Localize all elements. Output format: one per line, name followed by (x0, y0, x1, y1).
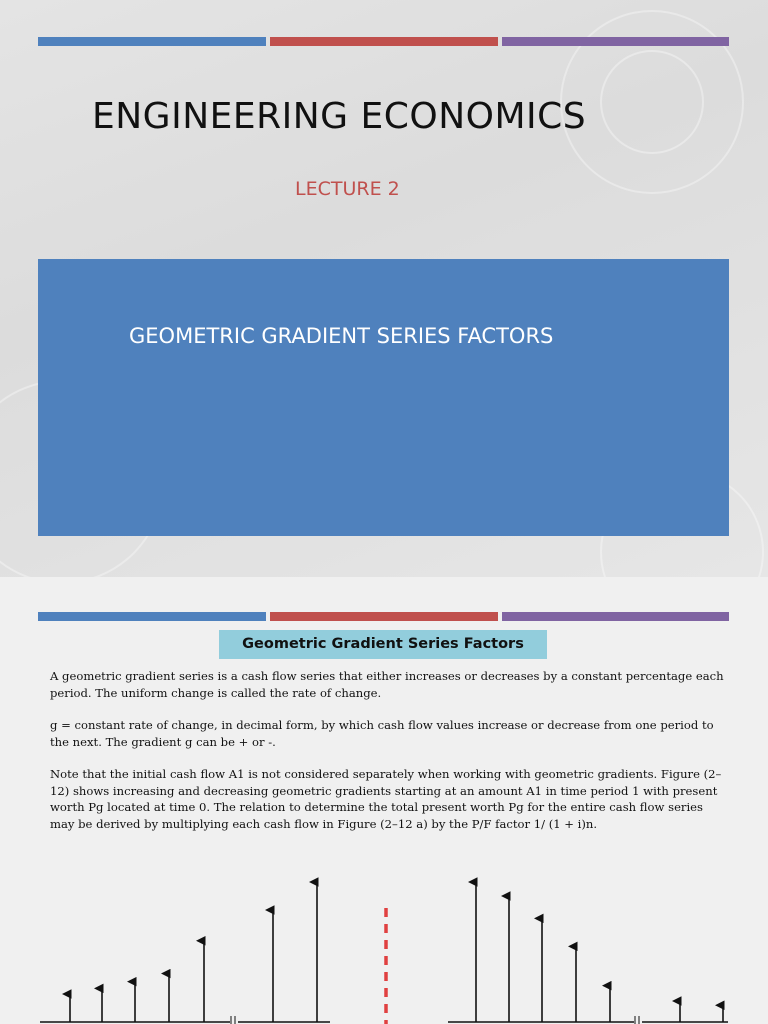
accent-bar-blue (38, 612, 266, 621)
increasing-gradient-arrows (70, 882, 317, 1022)
topic-box (38, 259, 729, 536)
paragraph-rate-of-change: g = constant rate of change, in decimal form, by which cash flow values increase or decrease from one period to the next. The gradient g can be + or -. (50, 718, 714, 749)
accent-bar-purple (502, 612, 729, 621)
accent-bar-red (270, 612, 498, 621)
accent-bar-purple (502, 37, 729, 46)
accent-bar-blue (38, 37, 266, 46)
paragraph-definition: A geometric gradient series is a cash flow series that either increases or decreases by a constant percentage each period. The uniform change is called the rate of change. (50, 669, 724, 700)
decreasing-gradient-arrows (476, 882, 723, 1022)
paragraph-present-worth: Note that the initial cash flow A1 is not considered separately when working with geometric gradients. Figure (2–12) shows increasing and decreasing geometric gradients starting at an amount A1 in time period 1 with present worth Pg located at time 0. The relation to determine the total present worth Pg for the entire cash flow series may be derived by multiplying each cash flow in Figure (2–12 a) by the P/F factor 1/ (1 + i)n. (50, 767, 722, 831)
decorative-gear (600, 50, 704, 154)
slide-title: ENGINEERING ECONOMICS (92, 96, 587, 137)
section-heading: Geometric Gradient Series Factors (219, 630, 547, 659)
lecture-subtitle: LECTURE 2 (295, 178, 400, 200)
topic-title: GEOMETRIC GRADIENT SERIES FACTORS (129, 324, 554, 348)
cash-flow-diagram (0, 860, 768, 1024)
accent-bar-red (270, 37, 498, 46)
